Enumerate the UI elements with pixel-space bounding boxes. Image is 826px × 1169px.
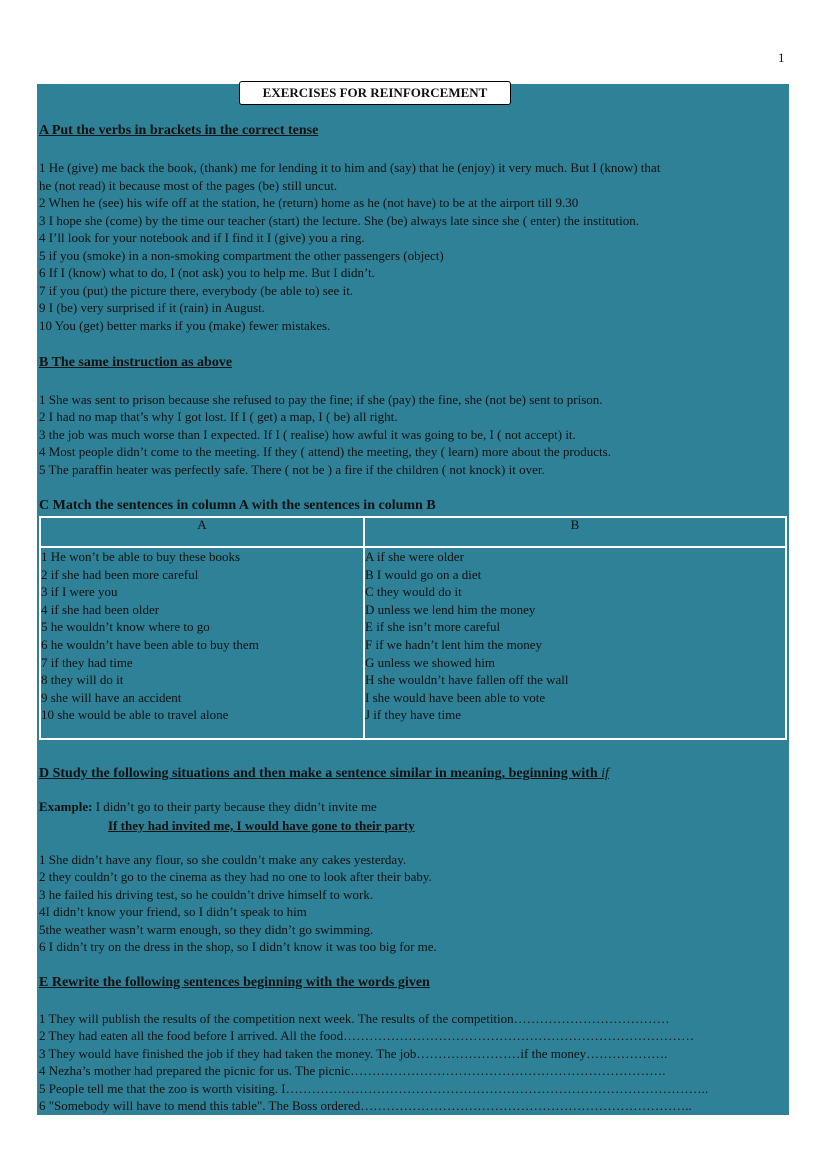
section-c-heading: C Match the sentences in column A with the sentences in column B (39, 498, 436, 513)
column-a-item: 3 if I were you (41, 584, 118, 600)
column-a-item: 2 if she had been more careful (41, 566, 199, 582)
column-b-item: F if we hadn’t lent him the money (365, 636, 543, 652)
column-b-item: D unless we lend him the money (365, 601, 536, 617)
matching-table (39, 516, 787, 740)
section-d-heading-if: if (601, 766, 609, 781)
section-d-line: 6 I didn’t try on the dress in the shop, so I didn’t know it was too big for me. (39, 939, 437, 954)
section-e-heading: E Rewrite the following sentences beginning with the words given (39, 975, 430, 990)
section-d-heading-text: D Study the following situations and then make a sentence similar in meaning, beginning with (39, 766, 598, 781)
column-a-item: 4 if she had been older (41, 601, 160, 617)
section-e-line: 6 "Somebody will have to mend this table". The Boss ordered………………………………………………………………….. (39, 1098, 692, 1113)
section-a-line: 4 I’ll look for your notebook and if I find it I (give) you a ring. (39, 230, 365, 245)
section-a-line: 6 If I (know) what to do, I (not ask) you to help me. But I didn’t. (39, 265, 375, 280)
column-a-item: 6 he wouldn’t have been able to buy them (41, 636, 259, 652)
section-b-line: 2 I had no map that’s why I got lost. If I ( get) a map, I ( be) all right. (39, 409, 398, 424)
section-e-line: 1 They will publish the results of the competition next week. The results of the competition……………………………… (39, 1011, 670, 1026)
section-b-line: 3 the job was much worse than I expected. If I ( realise) how awful it was going to be, I ( not accept) it. (39, 427, 576, 442)
column-a-item: 10 she would be able to travel alone (41, 707, 229, 723)
column-b-item: A if she were older (365, 549, 464, 564)
column-a-item: 8 they will do it (41, 672, 124, 688)
section-d-line: 4I didn’t know your friend, so I didn’t speak to him (39, 904, 307, 919)
section-a-line: he (not read) it because most of the pages (be) still uncut. (39, 178, 338, 193)
section-b-line: 1 She was sent to prison because she refused to pay the fine; if she (pay) the fine, she (not be) sent to prison. (39, 392, 603, 407)
section-e-line: 2 They had eaten all the food before I arrived. All the food……………………………………………………………………… (39, 1028, 695, 1043)
section-b-line: 4 Most people didn’t come to the meeting. If they ( attend) the meeting, they ( learn) more about the products. (39, 444, 611, 459)
section-d-line: 3 he failed his driving test, so he couldn’t drive himself to work. (39, 887, 374, 902)
column-a-item: 1 He won’t be able to buy these books (41, 549, 241, 564)
column-b-item: I she would have been able to vote (365, 689, 546, 705)
column-b-item: J if they have time (365, 707, 462, 723)
column-a (40, 547, 364, 739)
section-a-line: 1 He (give) me back the book, (thank) me for lending it to him and (say) that he (enjoy) it very much. But I (know) that (39, 160, 661, 175)
column-b-item: G unless we showed him (365, 654, 495, 670)
column-a-item: 7 if they had time (41, 654, 133, 670)
column-a-item: 5 he wouldn’t know where to go (41, 619, 210, 635)
worksheet-title: EXERCISES FOR REINFORCEMENT (239, 81, 511, 105)
section-e-line: 5 People tell me that the zoo is worth visiting. I…………………………………………………………………………………….. (39, 1081, 709, 1096)
column-b-item: H she wouldn’t have fallen off the wall (365, 672, 569, 688)
column-b-header: B (364, 517, 786, 547)
section-e-line: 3 They would have finished the job if they had taken the money. The job……………………if the money………………. (39, 1046, 668, 1061)
section-d-heading (39, 766, 609, 782)
page-number: 1 (778, 50, 785, 65)
section-a-line: 7 if you (put) the picture there, everybody (be able to) see it. (39, 283, 354, 298)
column-a-header: A (40, 517, 364, 547)
section-a-line: 2 When he (see) his wife off at the station, he (return) home as he (not have) to be at the airport till 9.30 (39, 195, 579, 210)
example-answer: If they had invited me, I would have gone to their party (108, 818, 415, 833)
section-a-line: 3 I hope she (come) by the time our teacher (start) the lecture. She (be) always late since she ( enter) the institution. (39, 213, 639, 228)
column-b (364, 547, 786, 739)
section-e-line: 4 Nezha’s mother had prepared the picnic for us. The picnic………………………………………………………………. (39, 1063, 666, 1078)
section-d-line: 5the weather wasn’t warm enough, so they didn’t go swimming. (39, 922, 374, 937)
section-d-line: 2 they couldn’t go to the cinema as they had no one to look after their baby. (39, 869, 432, 884)
column-a-item: 9 she will have an accident (41, 689, 182, 705)
section-b-heading: B The same instruction as above (39, 355, 233, 370)
column-b-item: B I would go on a diet (365, 566, 482, 582)
section-b-line: 5 The paraffin heater was perfectly safe. There ( not be ) a fire if the children ( not knock) it over. (39, 462, 545, 477)
section-a-line: 10 You (get) better marks if you (make) fewer mistakes. (39, 318, 331, 333)
example-line (39, 799, 377, 815)
column-b-item: E if she isn’t more careful (365, 619, 501, 635)
section-a-line: 9 I (be) very surprised if it (rain) in August. (39, 300, 266, 315)
column-b-item: C they would do it (365, 584, 462, 600)
example-text: I didn’t go to their party because they didn’t invite me (95, 799, 377, 814)
example-label: Example: (39, 799, 93, 814)
section-a-heading: A Put the verbs in brackets in the correct tense (39, 123, 319, 138)
section-d-line: 1 She didn’t have any flour, so she couldn’t make any cakes yesterday. (39, 852, 407, 867)
section-a-line: 5 if you (smoke) in a non-smoking compartment the other passengers (object) (39, 248, 444, 263)
